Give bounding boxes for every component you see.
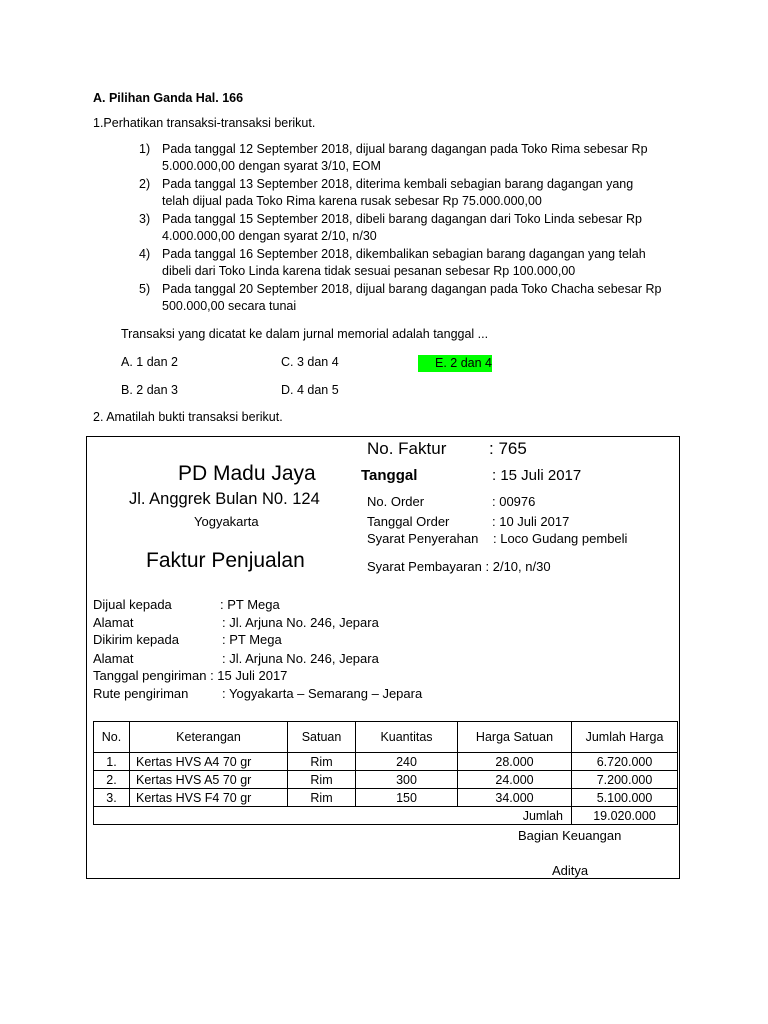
- order-date-value: : 10 Juli 2017: [492, 514, 570, 529]
- shipping-route-label: Rute pengiriman: [93, 686, 189, 701]
- ship-to-label: Dikirim kepada: [93, 632, 179, 647]
- question-1-text: Transaksi yang dicatat ke dalam jurnal memorial adalah tanggal ...: [121, 327, 489, 341]
- list-item-text: telah dijual pada Toko Rima karena rusak sebesar Rp 75.000.000,00: [162, 194, 542, 208]
- list-item-number: 1): [139, 142, 151, 156]
- question-2-prompt: 2. Amatilah bukti transaksi berikut.: [93, 410, 283, 424]
- list-item-text: Pada tanggal 20 September 2018, dijual barang dagangan pada Toko Chacha sebesar Rp: [162, 282, 662, 296]
- table-cell: Kertas HVS A5 70 gr: [130, 771, 288, 789]
- list-item-text: dibeli dari Toko Linda karena tidak sesuai pesanan sebesar Rp 100.000,00: [162, 264, 576, 278]
- list-item-number: 4): [139, 247, 151, 261]
- list-item-number: 5): [139, 282, 151, 296]
- payment-terms: Syarat Pembayaran : 2/10, n/30: [367, 559, 551, 574]
- table-cell: 34.000: [458, 789, 572, 807]
- invoice-number-label: No. Faktur: [367, 439, 447, 458]
- column-header: No.: [94, 722, 130, 753]
- table-cell: 7.200.000: [572, 771, 678, 789]
- table-row: [94, 771, 678, 789]
- invoice-date-label: Tanggal: [361, 467, 418, 484]
- table-cell: Kertas HVS A4 70 gr: [130, 753, 288, 771]
- ship-to-value: : PT Mega: [222, 632, 282, 647]
- column-header: Kuantitas: [356, 722, 458, 753]
- column-header: Harga Satuan: [458, 722, 572, 753]
- shipping-address-label: Alamat: [93, 651, 134, 666]
- table-cell: Rim: [288, 789, 356, 807]
- table-cell: 240: [356, 753, 458, 771]
- invoice-number-value: : 765: [489, 439, 527, 458]
- order-number-value: : 00976: [492, 494, 536, 509]
- column-header: Satuan: [288, 722, 356, 753]
- total-value: 19.020.000: [572, 807, 678, 825]
- signature-title: Bagian Keuangan: [518, 828, 622, 843]
- company-city: Yogyakarta: [194, 514, 259, 529]
- list-item-number: 2): [139, 177, 151, 191]
- list-item-text: 4.000.000,00 dengan syarat 2/10, n/30: [162, 229, 377, 243]
- table-cell: 3.: [94, 789, 130, 807]
- address-value: : Jl. Arjuna No. 246, Jepara: [222, 615, 379, 630]
- invoice-items-table: [93, 721, 678, 825]
- list-item-text: 500.000,00 secara tunai: [162, 299, 297, 313]
- table-cell: 5.100.000: [572, 789, 678, 807]
- option-b[interactable]: B. 2 dan 3: [121, 383, 178, 397]
- document-title: Faktur Penjualan: [146, 549, 305, 572]
- company-name: PD Madu Jaya: [178, 462, 316, 485]
- list-item-text: Pada tanggal 12 September 2018, dijual barang dagangan pada Toko Rima sebesar Rp: [162, 142, 648, 156]
- column-header: Keterangan: [130, 722, 288, 753]
- column-header: Jumlah Harga: [572, 722, 678, 753]
- table-row: [94, 789, 678, 807]
- table-cell: 24.000: [458, 771, 572, 789]
- order-date-label: Tanggal Order: [367, 514, 450, 529]
- shipping-route-value: : Yogyakarta – Semarang – Jepara: [222, 686, 423, 701]
- invoice-date-value: : 15 Juli 2017: [492, 467, 582, 484]
- option-c[interactable]: C. 3 dan 4: [281, 355, 339, 369]
- table-cell: 28.000: [458, 753, 572, 771]
- table-cell: 6.720.000: [572, 753, 678, 771]
- table-cell: 1.: [94, 753, 130, 771]
- shipping-address-value: : Jl. Arjuna No. 246, Jepara: [222, 651, 379, 666]
- table-cell: 2.: [94, 771, 130, 789]
- order-number-label: No. Order: [367, 494, 425, 509]
- section-title: A. Pilihan Ganda Hal. 166: [93, 91, 244, 105]
- question-1-prompt: 1.Perhatikan transaksi-transaksi berikut.: [93, 116, 316, 130]
- delivery-terms-value: : Loco Gudang pembeli: [493, 531, 628, 546]
- table-cell: Kertas HVS F4 70 gr: [130, 789, 288, 807]
- company-address: Jl. Anggrek Bulan N0. 124: [129, 490, 320, 508]
- table-row: [94, 753, 678, 771]
- table-total-row: [94, 807, 678, 825]
- table-cell: Rim: [288, 753, 356, 771]
- signature-name: Aditya: [552, 863, 589, 878]
- table-cell: 300: [356, 771, 458, 789]
- sold-to-label: Dijual kepada: [93, 597, 172, 612]
- list-item-text: 5.000.000,00 dengan syarat 3/10, EOM: [162, 159, 381, 173]
- list-item-text: Pada tanggal 16 September 2018, dikembalikan sebagian barang dagangan yang telah: [162, 247, 646, 261]
- address-label: Alamat: [93, 615, 134, 630]
- option-d[interactable]: D. 4 dan 5: [281, 383, 339, 397]
- list-item-number: 3): [139, 212, 151, 226]
- table-header-row: [94, 722, 678, 753]
- sold-to-value: : PT Mega: [220, 597, 280, 612]
- total-label: Jumlah: [94, 807, 572, 825]
- delivery-terms-label: Syarat Penyerahan: [367, 531, 479, 546]
- table-cell: 150: [356, 789, 458, 807]
- list-item-text: Pada tanggal 13 September 2018, diterima kembali sebagian barang dagangan yang: [162, 177, 634, 191]
- shipping-date: Tanggal pengiriman : 15 Juli 2017: [93, 668, 288, 683]
- option-a[interactable]: A. 1 dan 2: [121, 355, 178, 369]
- option-e-highlighted[interactable]: E. 2 dan 4: [418, 355, 492, 372]
- list-item-text: Pada tanggal 15 September 2018, dibeli barang dagangan dari Toko Linda sebesar Rp: [162, 212, 642, 226]
- table-cell: Rim: [288, 771, 356, 789]
